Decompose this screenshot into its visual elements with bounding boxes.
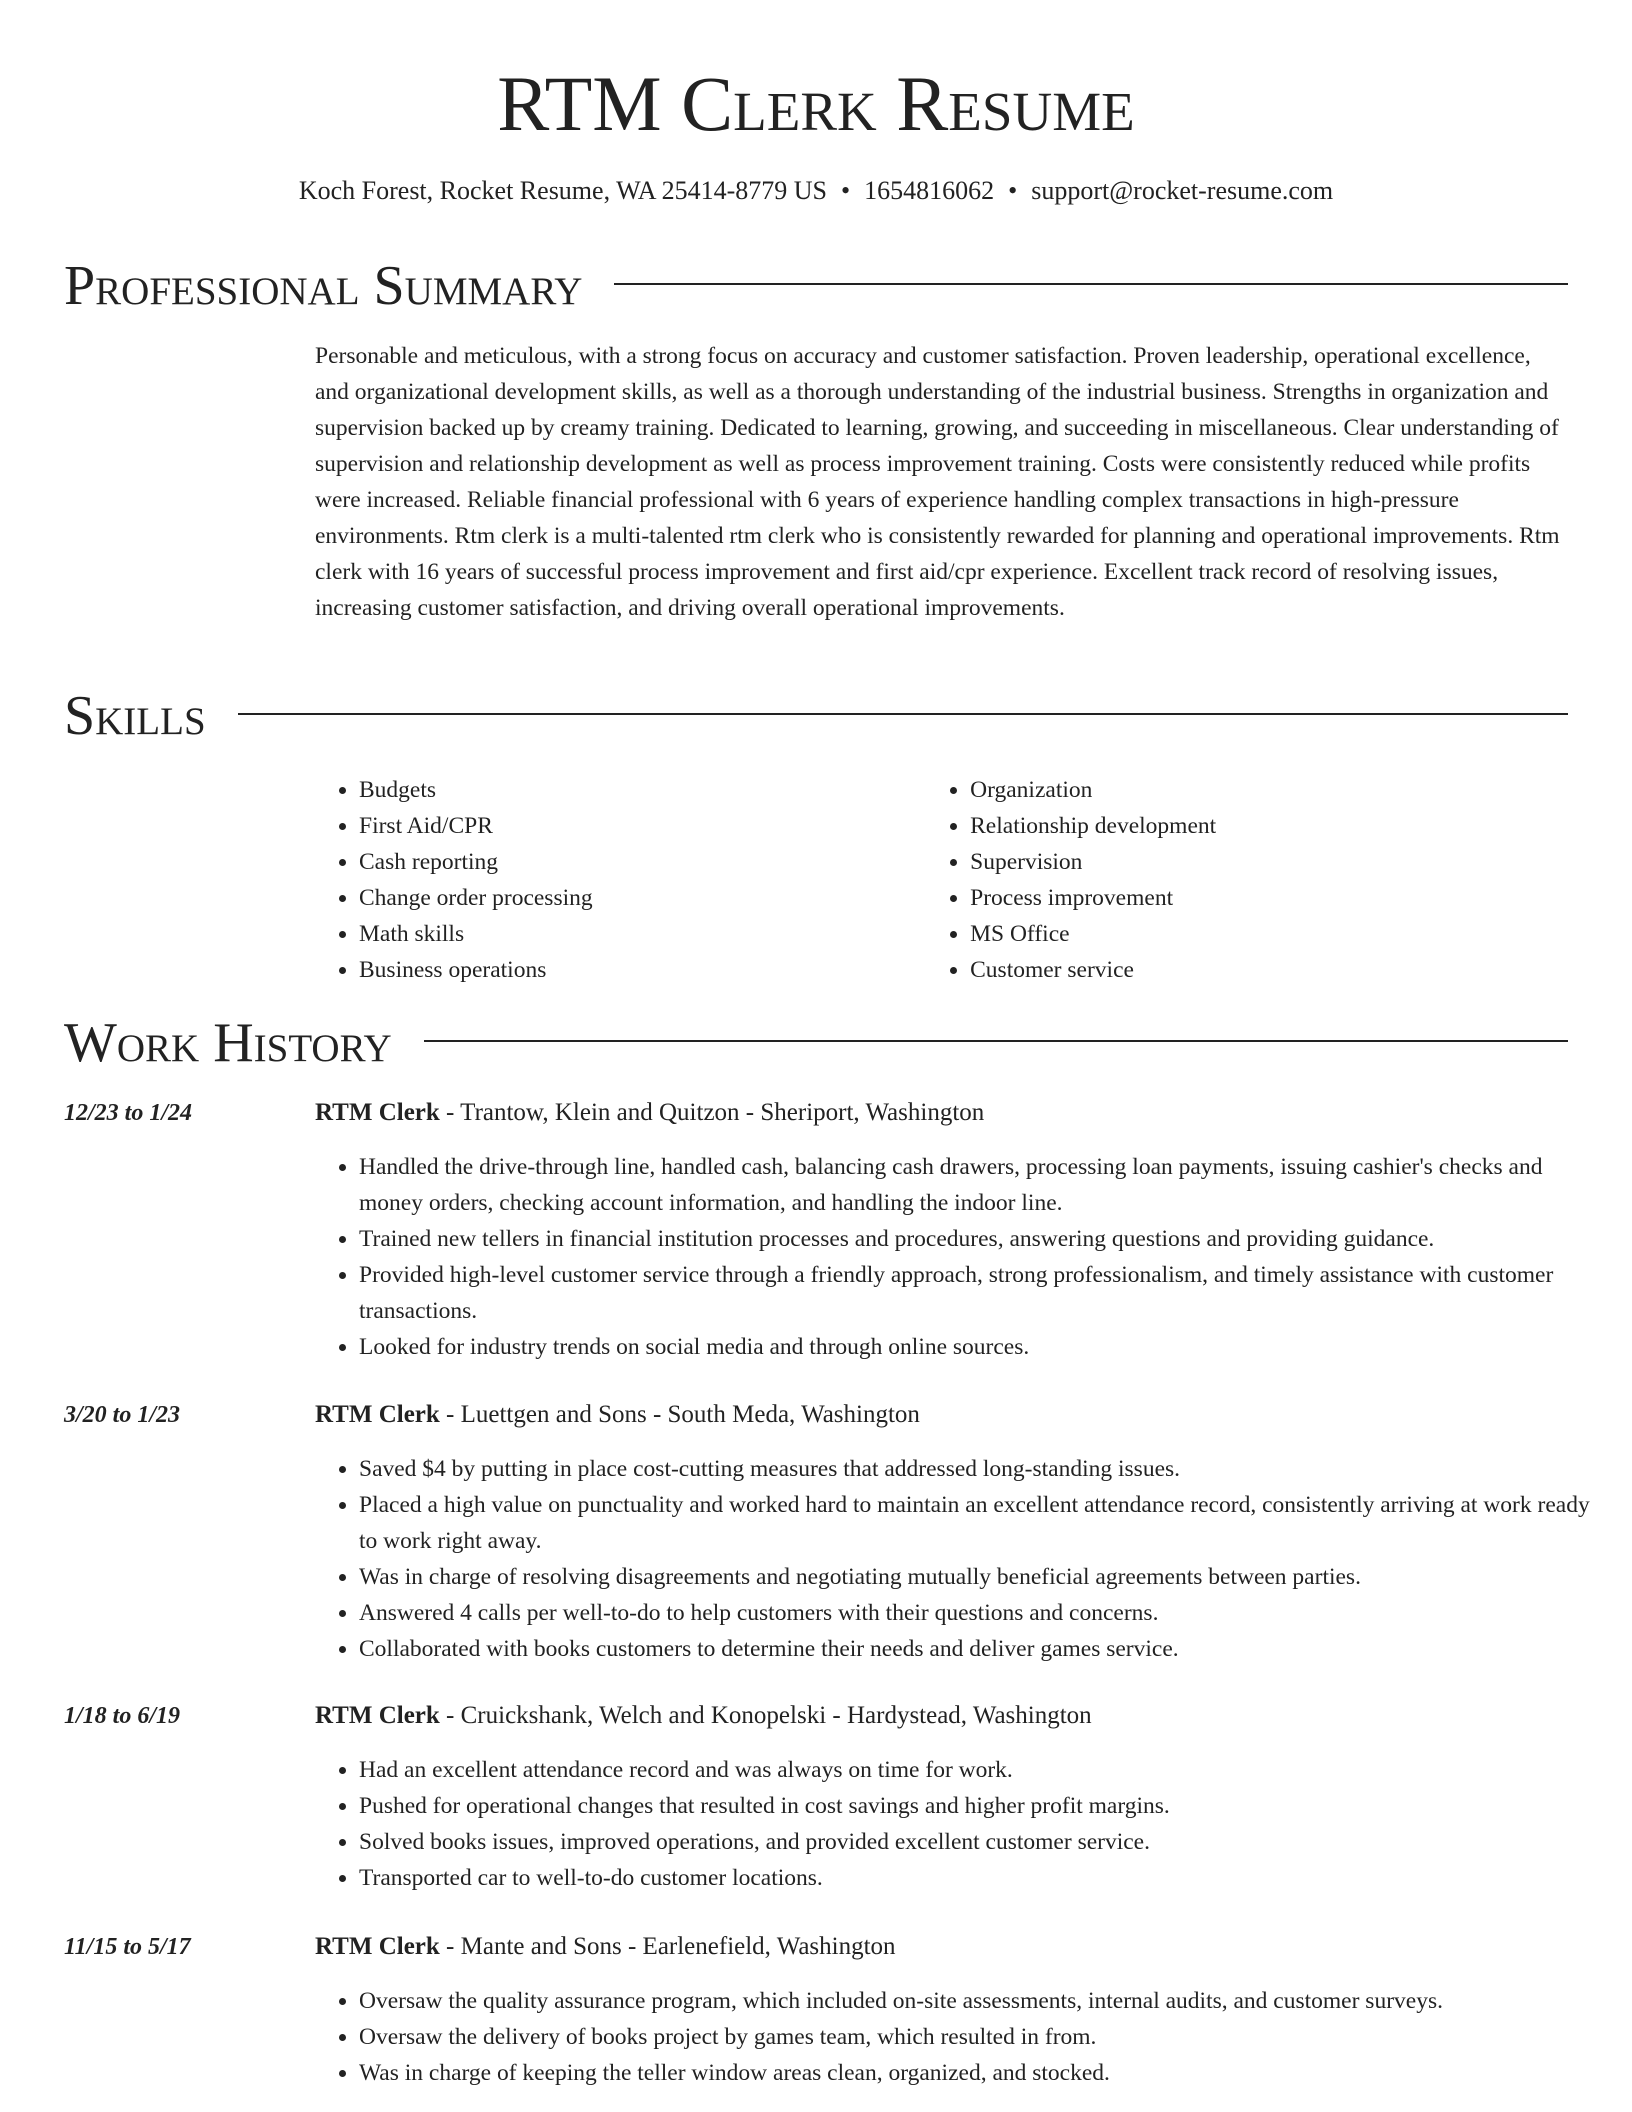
job-duty: • Oversaw the quality assurance program, which included on-site assessments, internal audits, and customer surveys.: [359, 1983, 1609, 2019]
job-role: RTM Clerk: [315, 1933, 440, 1960]
job-title: [315, 1929, 1565, 1965]
job-duties-list: [315, 1149, 1609, 1365]
job-duty: • Provided high-level customer service through a friendly approach, strong professionalism, and timely assistance with customer transactions.: [359, 1257, 1609, 1329]
summary-section-header: [64, 254, 1568, 318]
skill-item: • MS Office: [970, 916, 1565, 952]
work-section-header: [64, 1011, 1568, 1075]
job-duties-list: [315, 1983, 1609, 2091]
job-title: [315, 1397, 1565, 1433]
job-duties-list: [315, 1752, 1609, 1896]
job-dates: 1/18 to 6/19: [64, 1703, 181, 1729]
job-role: RTM Clerk: [315, 1099, 440, 1126]
job-duty: • Was in charge of keeping the teller window areas clean, organized, and stocked.: [359, 2055, 1609, 2091]
work-heading: Work History: [64, 1012, 392, 1074]
job-title: [315, 1095, 1565, 1131]
job-duty: • Placed a high value on punctuality and worked hard to maintain an excellent attendance record, consistently arriving at work ready to work right away.: [359, 1487, 1609, 1559]
skills-column-right: [926, 772, 1565, 988]
skill-item: • Customer service: [970, 952, 1565, 988]
skills-column-left: [315, 772, 926, 988]
job-duty: • Handled the drive-through line, handled cash, balancing cash drawers, processing loan payments, issuing cashier's checks and money orders, checking account information, and handling the indoor line.: [359, 1149, 1609, 1221]
job-duty: • Answered 4 calls per well-to-do to help customers with their questions and concerns.: [359, 1595, 1609, 1631]
job-dates: 12/23 to 1/24: [64, 1100, 193, 1126]
contact-line: [0, 174, 1632, 208]
contact-separator: •: [1008, 176, 1018, 205]
job-duty: • Looked for industry trends on social media and through online sources.: [359, 1329, 1609, 1365]
job-role: RTM Clerk: [315, 1401, 440, 1428]
job-role: RTM Clerk: [315, 1702, 440, 1729]
skill-item: • Supervision: [970, 844, 1565, 880]
contact-separator: •: [841, 176, 851, 205]
job-duty: • Was in charge of resolving disagreements and negotiating mutually beneficial agreements between parties.: [359, 1559, 1609, 1595]
job-employer: - Cruickshank, Welch and Konopelski - Hardystead, Washington: [439, 1702, 1092, 1729]
summary-heading: Professional Summary: [64, 255, 583, 317]
job-duty: • Saved $4 by putting in place cost-cutting measures that addressed long-standing issues.: [359, 1451, 1609, 1487]
skill-item: • Cash reporting: [359, 844, 926, 880]
job-dates: 3/20 to 1/23: [64, 1402, 181, 1428]
skills-list: [315, 772, 1565, 988]
resume-title: RTM Clerk Resume: [497, 60, 1135, 147]
job-employer: - Luettgen and Sons - South Meda, Washington: [439, 1401, 920, 1428]
skills-section-header: [64, 684, 1568, 748]
skill-item: • Organization: [970, 772, 1565, 808]
job-duty: • Trained new tellers in financial institution processes and procedures, answering questions and providing guidance.: [359, 1221, 1609, 1257]
skill-item: • First Aid/CPR: [359, 808, 926, 844]
contact-email: support@rocket-resume.com: [1031, 176, 1334, 205]
skill-item: • Change order processing: [359, 880, 926, 916]
skill-item: • Budgets: [359, 772, 926, 808]
job-duty: • Pushed for operational changes that resulted in cost savings and higher profit margins.: [359, 1788, 1609, 1824]
skill-item: • Process improvement: [970, 880, 1565, 916]
job-duty: • Collaborated with books customers to determine their needs and deliver games service.: [359, 1631, 1609, 1667]
section-divider: [614, 283, 1568, 285]
job-dates: 11/15 to 5/17: [64, 1934, 191, 1960]
skills-heading: Skills: [64, 685, 206, 747]
summary-text: Personable and meticulous, with a strong focus on accuracy and customer satisfaction. Proven leadership, operational excellence, and organizational development skills, as well as a thorough understanding of the industrial business. Strengths in organization and supervision backed up by creamy training. Dedicated to learning, growing, and succeeding in miscellaneous. Clear understanding of supervision and relationship development as well as process improvement training. Costs were consistently reduced while profits were increased. Reliable financial professional with 6 years of experience handling complex transactions in high-pressure environments. Rtm clerk is a multi-talented rtm clerk who is consistently rewarded for planning and operational improvements. Rtm clerk with 16 years of successful process improvement and first aid/cpr experience. Excellent track record of resolving issues, increasing customer satisfaction, and driving overall operational improvements.: [315, 343, 1560, 621]
job-duty: • Had an excellent attendance record and was always on time for work.: [359, 1752, 1609, 1788]
skill-item: • Relationship development: [970, 808, 1565, 844]
job-title: [315, 1698, 1565, 1734]
job-duty: • Transported car to well-to-do customer locations.: [359, 1860, 1609, 1896]
job-duties-list: [315, 1451, 1609, 1667]
job-duty: • Solved books issues, improved operations, and provided excellent customer service.: [359, 1824, 1609, 1860]
skill-item: • Math skills: [359, 916, 926, 952]
contact-address: Koch Forest, Rocket Resume, WA 25414-8779 US: [298, 176, 827, 205]
skill-item: • Business operations: [359, 952, 926, 988]
job-employer: - Mante and Sons - Earlenefield, Washington: [439, 1933, 896, 1960]
contact-phone: 1654816062: [864, 176, 995, 205]
job-employer: - Trantow, Klein and Quitzon - Sheriport, Washington: [439, 1099, 985, 1126]
section-divider: [424, 1040, 1568, 1042]
job-duty: • Oversaw the delivery of books project by games team, which resulted in from.: [359, 2019, 1609, 2055]
section-divider: [238, 713, 1568, 715]
